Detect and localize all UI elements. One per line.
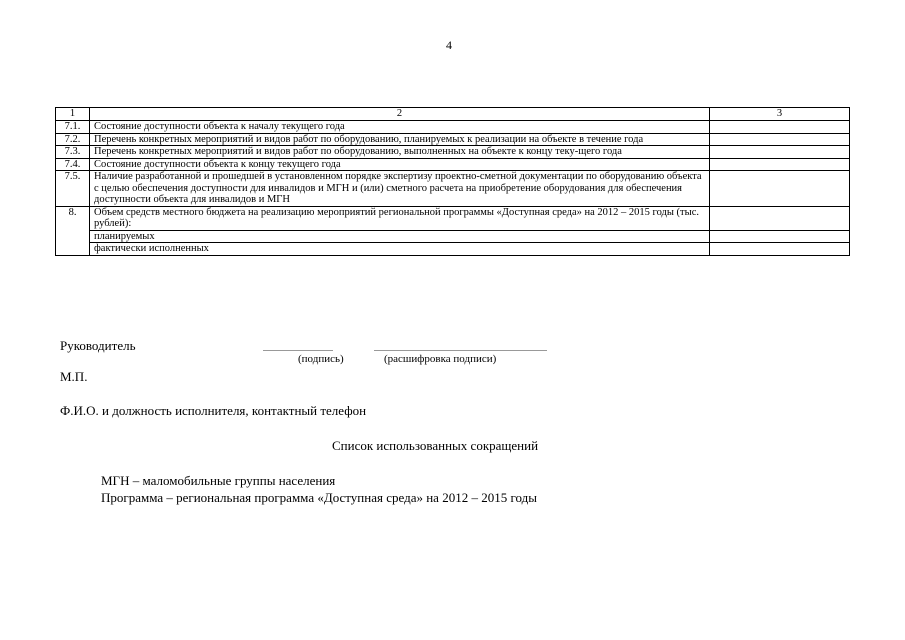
table-subrow (56, 230, 850, 243)
seal-label: М.П. (60, 369, 88, 384)
row-text: Состояние доступности объекта к началу текущего года (90, 121, 710, 134)
subrow-text: планируемых (90, 230, 710, 243)
signature-caption: (подпись) (298, 353, 344, 365)
row-text: Объем средств местного бюджета на реализацию мероприятий региональной программы «Доступная среда» на 2012 – 2015 годы (тыс. рублей): (90, 206, 710, 230)
row-number: 7.2. (56, 133, 90, 146)
subrow-text: фактически исполненных (90, 243, 710, 256)
table-row (56, 171, 850, 207)
row-value (710, 206, 850, 230)
row-value (710, 158, 850, 171)
abbreviation-item: Программа – региональная программа «Доступная среда» на 2012 – 2015 годы (101, 490, 537, 505)
row-value (710, 146, 850, 159)
column-header: 2 (90, 108, 710, 121)
table-row (56, 121, 850, 134)
row-number: 8. (56, 206, 90, 255)
row-value (710, 133, 850, 146)
subrow-value (710, 230, 850, 243)
row-number: 7.5. (56, 171, 90, 207)
table-row (56, 206, 850, 230)
decipher-caption: (расшифровка подписи) (384, 353, 497, 365)
page-number: 4 (446, 38, 452, 52)
row-value (710, 171, 850, 207)
table-subrow (56, 243, 850, 256)
report-table (55, 107, 850, 256)
column-header: 1 (56, 108, 90, 121)
decipher-line (374, 350, 547, 351)
table-row (56, 146, 850, 159)
table-row (56, 158, 850, 171)
head-label: Руководитель (60, 338, 136, 353)
row-value (710, 121, 850, 134)
row-number: 7.1. (56, 121, 90, 134)
table-header-row (56, 108, 850, 121)
row-number: 7.3. (56, 146, 90, 159)
signature-line (263, 350, 333, 351)
table-row (56, 133, 850, 146)
row-text: Перечень конкретных мероприятий и видов работ по оборудованию, планируемых к реализации на объекте в течение года (90, 133, 710, 146)
abbreviations-title: Список использованных сокращений (332, 438, 539, 453)
row-text: Наличие разработанной и прошедшей в установленном порядке экспертизу проектно-сметной документации по оборудованию объекта с целью обеспечения доступности для инвалидов и МГН и (или) сметного расчета на приобретение оборудования для обеспечения доступности объекта для инвалидов и МГН (90, 171, 710, 207)
executor-label: Ф.И.О. и должность исполнителя, контактный телефон (60, 403, 367, 418)
row-number: 7.4. (56, 158, 90, 171)
column-header: 3 (710, 108, 850, 121)
row-text: Перечень конкретных мероприятий и видов работ по оборудованию, выполненных на объекте к концу теку-щего года (90, 146, 710, 159)
subrow-value (710, 243, 850, 256)
abbreviation-item: МГН – маломобильные группы населения (101, 473, 336, 488)
row-text: Состояние доступности объекта к концу текущего года (90, 158, 710, 171)
